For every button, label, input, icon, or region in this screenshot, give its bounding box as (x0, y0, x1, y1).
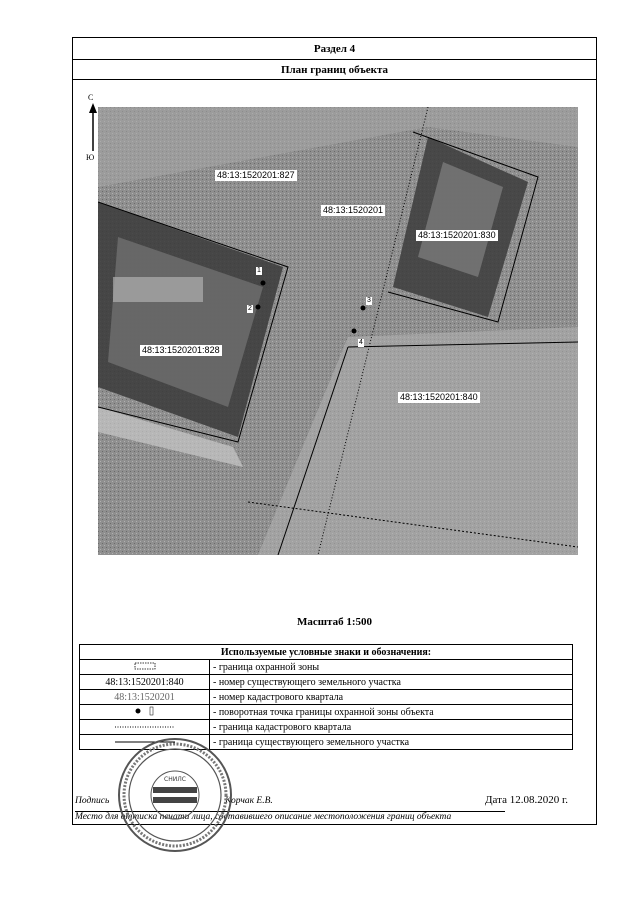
legend-row (80, 690, 573, 705)
legend-text: - граница существующего земельного участка (210, 735, 573, 750)
document-frame (72, 37, 597, 825)
point-label-1: 1 (257, 267, 261, 274)
point-label-2: 2 (248, 305, 252, 312)
parcel-label-828: 48:13:1520201:828 (142, 345, 220, 355)
turning-point-3 (361, 306, 366, 311)
document-title: План границ объекта (73, 60, 596, 80)
point-label-4: 4 (359, 339, 363, 346)
official-seal (115, 735, 235, 855)
site-plan-map (98, 107, 578, 555)
document-date: Дата 12.08.2020 г. (485, 794, 568, 806)
north-label: С (88, 93, 94, 102)
parcel-label-830: 48:13:1520201:830 (418, 230, 496, 240)
signature-label: Подпись (75, 796, 110, 806)
turning-point-4 (352, 329, 357, 334)
quarter-label: 48:13:1520201 (323, 205, 384, 215)
point-label-3: 3 (367, 297, 371, 304)
legend-text: - поворотная точка границы охранной зоны объекта (210, 705, 573, 720)
parcel-label-840: 48:13:1520201:840 (400, 392, 478, 402)
protection-zone-symbol (80, 660, 210, 675)
turning-point-1 (261, 281, 266, 286)
turning-point-2 (256, 305, 261, 310)
north-arrow-icon (89, 103, 97, 151)
parcel-label-827: 48:13:1520201:827 (217, 170, 295, 180)
signer-name: Корчак Е.В. (225, 796, 273, 806)
parcel-number-symbol: 48:13:1520201:840 (80, 675, 210, 690)
aerial-image (98, 107, 578, 555)
section-header: Раздел 4 (73, 38, 596, 60)
scale-label: Масштаб 1:500 (296, 616, 372, 628)
turning-point-symbol (80, 705, 210, 720)
legend-heading: Используемые условные знаки и обозначения: (80, 645, 573, 660)
legend-text: - номер кадастрового квартала (210, 690, 573, 705)
svg-text:СНИЛС: СНИЛС (164, 776, 186, 783)
quarter-boundary-symbol (80, 720, 210, 735)
stamp-place-note: Место для оттиска печати лица, составившего описание местоположения границ объекта (75, 811, 505, 822)
legend-text: - граница кадастрового квартала (210, 720, 573, 735)
legend-row (80, 675, 573, 690)
quarter-number-symbol: 48:13:1520201 (80, 690, 210, 705)
legend-row (80, 705, 573, 720)
legend-text: - номер существующего земельного участка (210, 675, 573, 690)
legend-row (80, 720, 573, 735)
legend-row (80, 660, 573, 675)
south-label: Ю (86, 153, 95, 162)
legend-text: - граница охранной зоны (210, 660, 573, 675)
